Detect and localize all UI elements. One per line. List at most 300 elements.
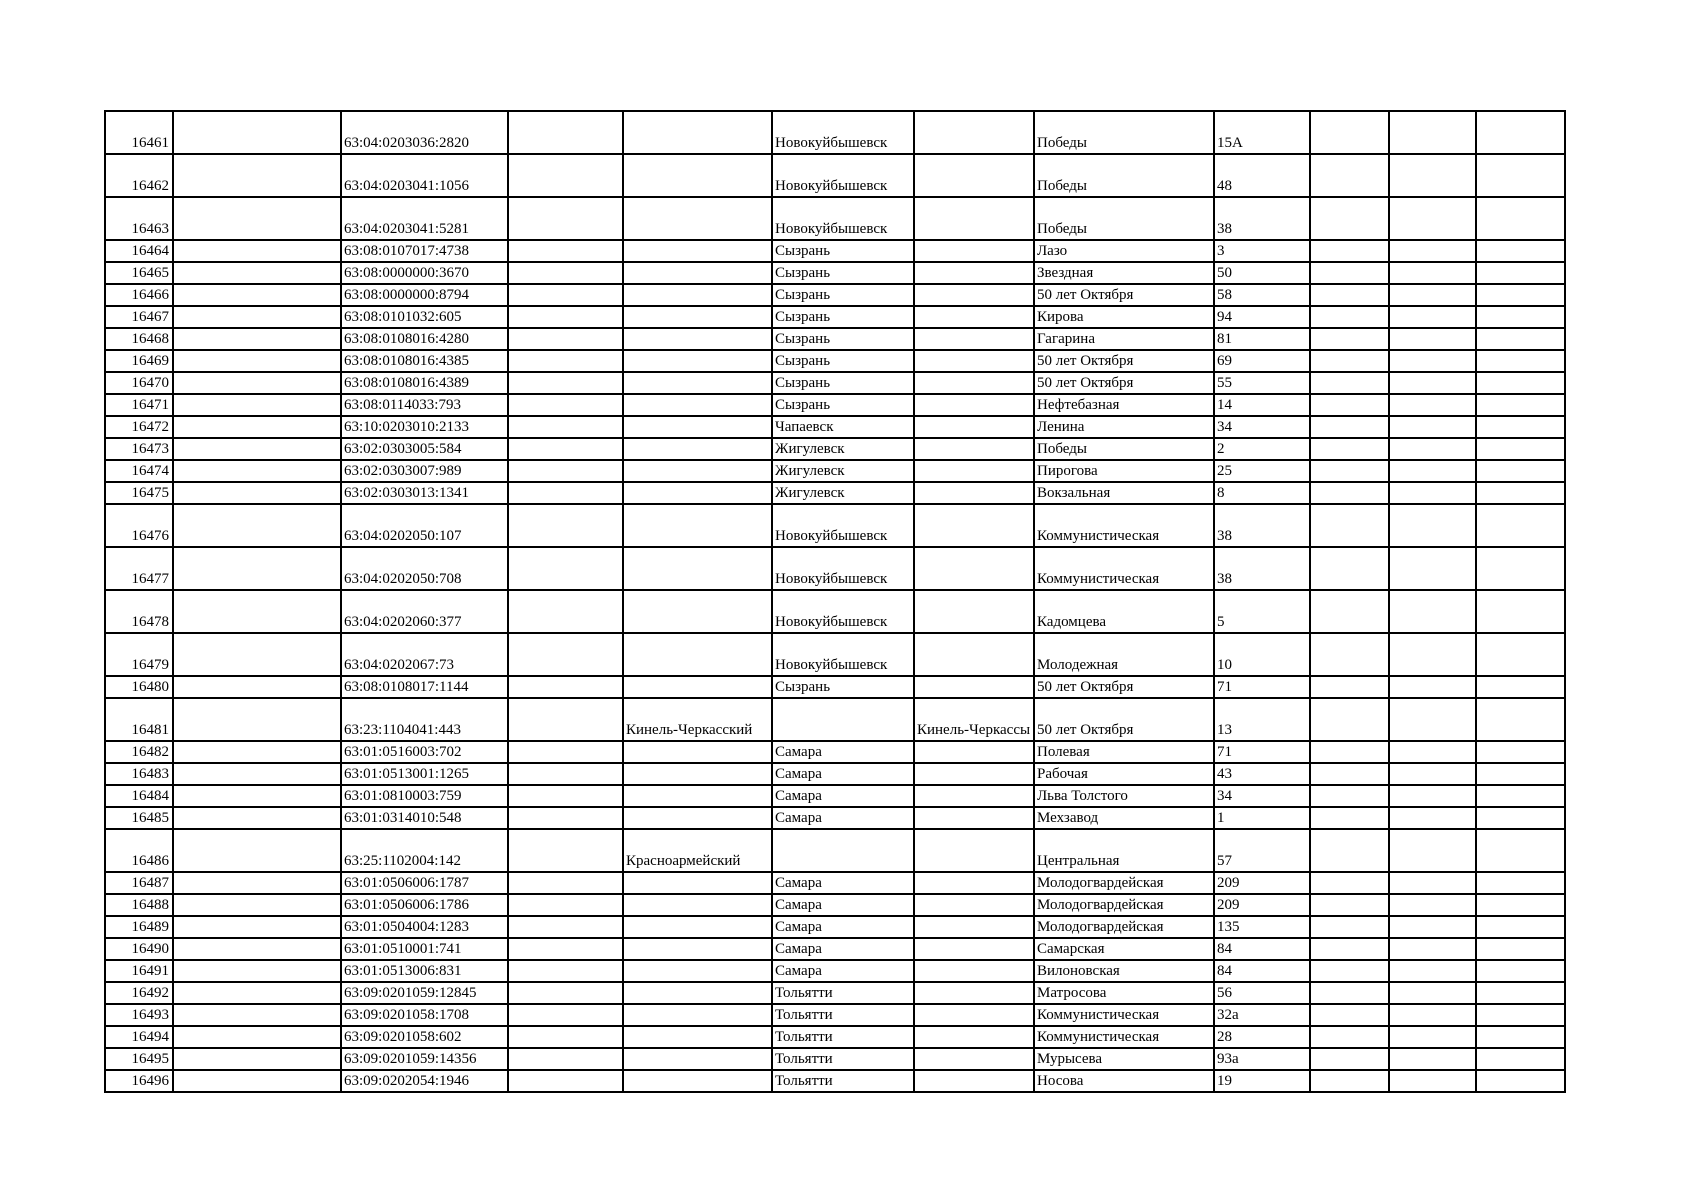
table-row <box>105 829 1565 872</box>
district-cell <box>623 807 772 829</box>
empty-cell <box>1389 262 1476 284</box>
house-number-cell: 10 <box>1214 633 1310 676</box>
empty-cell <box>1389 785 1476 807</box>
cadastral-number-cell: 63:01:0513006:831 <box>341 960 508 982</box>
city-cell: Новокуйбышевск <box>772 633 914 676</box>
empty-cell <box>1476 372 1565 394</box>
empty-cell <box>1476 240 1565 262</box>
empty-cell <box>508 482 623 504</box>
cadastral-number-cell: 63:01:0504004:1283 <box>341 916 508 938</box>
empty-cell <box>1389 460 1476 482</box>
house-number-cell: 38 <box>1214 547 1310 590</box>
street-cell: Вокзальная <box>1034 482 1214 504</box>
house-number-cell: 48 <box>1214 154 1310 197</box>
house-number-cell: 84 <box>1214 960 1310 982</box>
empty-cell <box>1476 807 1565 829</box>
district-cell <box>623 872 772 894</box>
street-cell: Мурысева <box>1034 1048 1214 1070</box>
empty-cell <box>1476 284 1565 306</box>
house-number-cell: 94 <box>1214 306 1310 328</box>
settlement-cell <box>914 938 1034 960</box>
row-number-cell: 16490 <box>105 938 173 960</box>
empty-cell <box>1310 306 1389 328</box>
empty-cell <box>508 785 623 807</box>
empty-cell <box>1389 240 1476 262</box>
empty-cell <box>1310 872 1389 894</box>
cadastral-number-cell: 63:01:0510001:741 <box>341 938 508 960</box>
house-number-cell: 50 <box>1214 262 1310 284</box>
house-number-cell: 32а <box>1214 1004 1310 1026</box>
street-cell: Пирогова <box>1034 460 1214 482</box>
empty-cell <box>173 504 341 547</box>
empty-cell <box>508 240 623 262</box>
empty-cell <box>173 350 341 372</box>
settlement-cell <box>914 482 1034 504</box>
house-number-cell: 58 <box>1214 284 1310 306</box>
cadastral-number-cell: 63:08:0000000:8794 <box>341 284 508 306</box>
empty-cell <box>1389 982 1476 1004</box>
empty-cell <box>173 547 341 590</box>
settlement-cell <box>914 197 1034 240</box>
city-cell <box>772 829 914 872</box>
city-cell: Самара <box>772 938 914 960</box>
table-row <box>105 938 1565 960</box>
empty-cell <box>173 460 341 482</box>
district-cell <box>623 960 772 982</box>
table-row <box>105 394 1565 416</box>
empty-cell <box>508 1048 623 1070</box>
empty-cell <box>1389 1048 1476 1070</box>
cadastral-number-cell: 63:01:0314010:548 <box>341 807 508 829</box>
settlement-cell <box>914 262 1034 284</box>
empty-cell <box>508 284 623 306</box>
row-number-cell: 16496 <box>105 1070 173 1092</box>
empty-cell <box>1310 1070 1389 1092</box>
empty-cell <box>508 262 623 284</box>
empty-cell <box>1310 938 1389 960</box>
settlement-cell: Кинель-Черкассы <box>914 698 1034 741</box>
row-number-cell: 16485 <box>105 807 173 829</box>
street-cell: Победы <box>1034 154 1214 197</box>
empty-cell <box>1476 763 1565 785</box>
table-row <box>105 240 1565 262</box>
house-number-cell: 15А <box>1214 111 1310 154</box>
city-cell: Жигулевск <box>772 482 914 504</box>
row-number-cell: 16488 <box>105 894 173 916</box>
city-cell: Сызрань <box>772 372 914 394</box>
street-cell: Молодогвардейская <box>1034 894 1214 916</box>
empty-cell <box>1476 872 1565 894</box>
city-cell: Самара <box>772 807 914 829</box>
empty-cell <box>173 306 341 328</box>
table-row <box>105 785 1565 807</box>
cadastral-number-cell: 63:08:0107017:4738 <box>341 240 508 262</box>
empty-cell <box>1310 240 1389 262</box>
empty-cell <box>173 894 341 916</box>
empty-cell <box>1310 350 1389 372</box>
street-cell: Гагарина <box>1034 328 1214 350</box>
cadastral-number-cell: 63:08:0000000:3670 <box>341 262 508 284</box>
city-cell: Самара <box>772 960 914 982</box>
street-cell: Победы <box>1034 111 1214 154</box>
empty-cell <box>1476 1070 1565 1092</box>
empty-cell <box>1389 154 1476 197</box>
empty-cell <box>1476 111 1565 154</box>
city-cell: Новокуйбышевск <box>772 547 914 590</box>
empty-cell <box>1310 633 1389 676</box>
settlement-cell <box>914 328 1034 350</box>
empty-cell <box>1310 763 1389 785</box>
street-cell: 50 лет Октября <box>1034 698 1214 741</box>
empty-cell <box>173 960 341 982</box>
table-row <box>105 416 1565 438</box>
street-cell: Ленина <box>1034 416 1214 438</box>
row-number-cell: 16466 <box>105 284 173 306</box>
cadastral-number-cell: 63:04:0202067:73 <box>341 633 508 676</box>
district-cell <box>623 240 772 262</box>
house-number-cell: 14 <box>1214 394 1310 416</box>
empty-cell <box>1476 960 1565 982</box>
district-cell <box>623 284 772 306</box>
city-cell: Сызрань <box>772 350 914 372</box>
table-row <box>105 328 1565 350</box>
street-cell: Кирова <box>1034 306 1214 328</box>
street-cell: Коммунистическая <box>1034 1026 1214 1048</box>
street-cell: Льва Толстого <box>1034 785 1214 807</box>
empty-cell <box>173 416 341 438</box>
empty-cell <box>1310 460 1389 482</box>
settlement-cell <box>914 741 1034 763</box>
house-number-cell: 25 <box>1214 460 1310 482</box>
empty-cell <box>173 284 341 306</box>
row-number-cell: 16463 <box>105 197 173 240</box>
cadastral-number-cell: 63:01:0506006:1787 <box>341 872 508 894</box>
city-cell <box>772 698 914 741</box>
empty-cell <box>1310 482 1389 504</box>
house-number-cell: 34 <box>1214 416 1310 438</box>
empty-cell <box>1310 1026 1389 1048</box>
cadastral-number-cell: 63:25:1102004:142 <box>341 829 508 872</box>
cadastral-number-cell: 63:02:0303005:584 <box>341 438 508 460</box>
street-cell: Центральная <box>1034 829 1214 872</box>
settlement-cell <box>914 1004 1034 1026</box>
table-row <box>105 741 1565 763</box>
empty-cell <box>173 394 341 416</box>
district-cell <box>623 1026 772 1048</box>
empty-cell <box>508 741 623 763</box>
empty-cell <box>508 982 623 1004</box>
empty-cell <box>173 916 341 938</box>
empty-cell <box>508 154 623 197</box>
settlement-cell <box>914 807 1034 829</box>
street-cell: 50 лет Октября <box>1034 372 1214 394</box>
city-cell: Тольятти <box>772 1070 914 1092</box>
settlement-cell <box>914 284 1034 306</box>
city-cell: Жигулевск <box>772 438 914 460</box>
district-cell <box>623 416 772 438</box>
district-cell <box>623 328 772 350</box>
table-row <box>105 633 1565 676</box>
table-body <box>105 111 1565 1092</box>
table-row <box>105 197 1565 240</box>
empty-cell <box>1476 262 1565 284</box>
district-cell <box>623 938 772 960</box>
cadastral-number-cell: 63:01:0506006:1786 <box>341 894 508 916</box>
city-cell: Новокуйбышевск <box>772 590 914 633</box>
settlement-cell <box>914 894 1034 916</box>
table-row <box>105 960 1565 982</box>
empty-cell <box>508 763 623 785</box>
table-row <box>105 154 1565 197</box>
house-number-cell: 43 <box>1214 763 1310 785</box>
house-number-cell: 34 <box>1214 785 1310 807</box>
district-cell <box>623 306 772 328</box>
empty-cell <box>173 872 341 894</box>
empty-cell <box>1476 328 1565 350</box>
house-number-cell: 55 <box>1214 372 1310 394</box>
city-cell: Новокуйбышевск <box>772 197 914 240</box>
table-row <box>105 982 1565 1004</box>
empty-cell <box>508 807 623 829</box>
district-cell <box>623 741 772 763</box>
table-row <box>105 872 1565 894</box>
empty-cell <box>1389 1004 1476 1026</box>
empty-cell <box>173 982 341 1004</box>
house-number-cell: 69 <box>1214 350 1310 372</box>
empty-cell <box>1389 306 1476 328</box>
street-cell: Вилоновская <box>1034 960 1214 982</box>
empty-cell <box>1476 350 1565 372</box>
district-cell <box>623 350 772 372</box>
street-cell: Рабочая <box>1034 763 1214 785</box>
empty-cell <box>1310 372 1389 394</box>
district-cell <box>623 590 772 633</box>
empty-cell <box>1310 829 1389 872</box>
city-cell: Сызрань <box>772 262 914 284</box>
district-cell <box>623 763 772 785</box>
city-cell: Новокуйбышевск <box>772 111 914 154</box>
table-row <box>105 372 1565 394</box>
house-number-cell: 13 <box>1214 698 1310 741</box>
row-number-cell: 16492 <box>105 982 173 1004</box>
house-number-cell: 2 <box>1214 438 1310 460</box>
empty-cell <box>1389 960 1476 982</box>
empty-cell <box>1476 938 1565 960</box>
empty-cell <box>508 394 623 416</box>
empty-cell <box>173 763 341 785</box>
empty-cell <box>1476 154 1565 197</box>
settlement-cell <box>914 240 1034 262</box>
row-number-cell: 16478 <box>105 590 173 633</box>
empty-cell <box>1389 284 1476 306</box>
empty-cell <box>508 460 623 482</box>
city-cell: Самара <box>772 872 914 894</box>
empty-cell <box>1389 197 1476 240</box>
empty-cell <box>173 240 341 262</box>
row-number-cell: 16470 <box>105 372 173 394</box>
empty-cell <box>508 960 623 982</box>
empty-cell <box>1476 676 1565 698</box>
district-cell <box>623 504 772 547</box>
city-cell: Тольятти <box>772 1048 914 1070</box>
empty-cell <box>508 829 623 872</box>
empty-cell <box>1310 438 1389 460</box>
table-row <box>105 262 1565 284</box>
district-cell <box>623 438 772 460</box>
cadastral-number-cell: 63:02:0303013:1341 <box>341 482 508 504</box>
house-number-cell: 209 <box>1214 872 1310 894</box>
empty-cell <box>1389 547 1476 590</box>
row-number-cell: 16480 <box>105 676 173 698</box>
row-number-cell: 16462 <box>105 154 173 197</box>
house-number-cell: 71 <box>1214 676 1310 698</box>
street-cell: 50 лет Октября <box>1034 284 1214 306</box>
settlement-cell <box>914 1048 1034 1070</box>
row-number-cell: 16495 <box>105 1048 173 1070</box>
empty-cell <box>508 328 623 350</box>
empty-cell <box>173 785 341 807</box>
empty-cell <box>1310 284 1389 306</box>
empty-cell <box>1310 785 1389 807</box>
cadastral-number-cell: 63:10:0203010:2133 <box>341 416 508 438</box>
empty-cell <box>508 416 623 438</box>
settlement-cell <box>914 416 1034 438</box>
empty-cell <box>1389 482 1476 504</box>
empty-cell <box>1476 306 1565 328</box>
district-cell <box>623 154 772 197</box>
street-cell: Коммунистическая <box>1034 1004 1214 1026</box>
street-cell: Молодогвардейская <box>1034 872 1214 894</box>
empty-cell <box>1310 111 1389 154</box>
city-cell: Самара <box>772 916 914 938</box>
row-number-cell: 16491 <box>105 960 173 982</box>
cadastral-number-cell: 63:08:0108017:1144 <box>341 676 508 698</box>
street-cell: Молодогвардейская <box>1034 916 1214 938</box>
empty-cell <box>508 438 623 460</box>
empty-cell <box>173 633 341 676</box>
empty-cell <box>1476 547 1565 590</box>
empty-cell <box>1476 894 1565 916</box>
row-number-cell: 16493 <box>105 1004 173 1026</box>
house-number-cell: 3 <box>1214 240 1310 262</box>
empty-cell <box>1476 916 1565 938</box>
house-number-cell: 135 <box>1214 916 1310 938</box>
empty-cell <box>1476 438 1565 460</box>
empty-cell <box>1476 416 1565 438</box>
street-cell: Победы <box>1034 438 1214 460</box>
city-cell: Новокуйбышевск <box>772 154 914 197</box>
row-number-cell: 16476 <box>105 504 173 547</box>
district-cell <box>623 197 772 240</box>
empty-cell <box>173 741 341 763</box>
empty-cell <box>508 872 623 894</box>
cadastral-number-cell: 63:02:0303007:989 <box>341 460 508 482</box>
table-row <box>105 284 1565 306</box>
district-cell <box>623 1070 772 1092</box>
empty-cell <box>1389 372 1476 394</box>
empty-cell <box>173 1004 341 1026</box>
row-number-cell: 16461 <box>105 111 173 154</box>
cadastral-number-cell: 63:01:0810003:759 <box>341 785 508 807</box>
table-row <box>105 504 1565 547</box>
settlement-cell <box>914 872 1034 894</box>
empty-cell <box>173 111 341 154</box>
empty-cell <box>508 633 623 676</box>
district-cell <box>623 547 772 590</box>
empty-cell <box>1389 590 1476 633</box>
empty-cell <box>1389 111 1476 154</box>
district-cell <box>623 262 772 284</box>
street-cell: Самарская <box>1034 938 1214 960</box>
district-cell: Красноармейский <box>623 829 772 872</box>
table-row <box>105 1026 1565 1048</box>
settlement-cell <box>914 504 1034 547</box>
cadastral-number-cell: 63:09:0201059:14356 <box>341 1048 508 1070</box>
empty-cell <box>1389 1070 1476 1092</box>
empty-cell <box>508 916 623 938</box>
empty-cell <box>1310 960 1389 982</box>
street-cell: Коммунистическая <box>1034 547 1214 590</box>
empty-cell <box>1389 438 1476 460</box>
city-cell: Сызрань <box>772 328 914 350</box>
empty-cell <box>1389 916 1476 938</box>
table-row <box>105 1070 1565 1092</box>
empty-cell <box>173 1026 341 1048</box>
street-cell: 50 лет Октября <box>1034 350 1214 372</box>
empty-cell <box>1476 982 1565 1004</box>
empty-cell <box>1476 698 1565 741</box>
empty-cell <box>1310 698 1389 741</box>
settlement-cell <box>914 306 1034 328</box>
empty-cell <box>173 590 341 633</box>
settlement-cell <box>914 438 1034 460</box>
cadastral-number-cell: 63:09:0201059:12845 <box>341 982 508 1004</box>
empty-cell <box>1389 416 1476 438</box>
row-number-cell: 16467 <box>105 306 173 328</box>
empty-cell <box>1476 460 1565 482</box>
empty-cell <box>1310 894 1389 916</box>
empty-cell <box>173 829 341 872</box>
table-row <box>105 460 1565 482</box>
settlement-cell <box>914 785 1034 807</box>
cadastral-number-cell: 63:04:0202050:708 <box>341 547 508 590</box>
district-cell: Кинель-Черкасский <box>623 698 772 741</box>
row-number-cell: 16468 <box>105 328 173 350</box>
empty-cell <box>173 482 341 504</box>
cadastral-number-cell: 63:23:1104041:443 <box>341 698 508 741</box>
district-cell <box>623 894 772 916</box>
cadastral-number-cell: 63:01:0513001:1265 <box>341 763 508 785</box>
settlement-cell <box>914 154 1034 197</box>
empty-cell <box>1310 741 1389 763</box>
district-cell <box>623 982 772 1004</box>
empty-cell <box>173 676 341 698</box>
city-cell: Самара <box>772 741 914 763</box>
house-number-cell: 81 <box>1214 328 1310 350</box>
empty-cell <box>1389 741 1476 763</box>
empty-cell <box>173 197 341 240</box>
house-number-cell: 93а <box>1214 1048 1310 1070</box>
empty-cell <box>1389 872 1476 894</box>
empty-cell <box>508 676 623 698</box>
empty-cell <box>508 1026 623 1048</box>
district-cell <box>623 916 772 938</box>
empty-cell <box>1389 504 1476 547</box>
empty-cell <box>1476 633 1565 676</box>
table-row <box>105 482 1565 504</box>
street-cell: Мехзавод <box>1034 807 1214 829</box>
city-cell: Чапаевск <box>772 416 914 438</box>
